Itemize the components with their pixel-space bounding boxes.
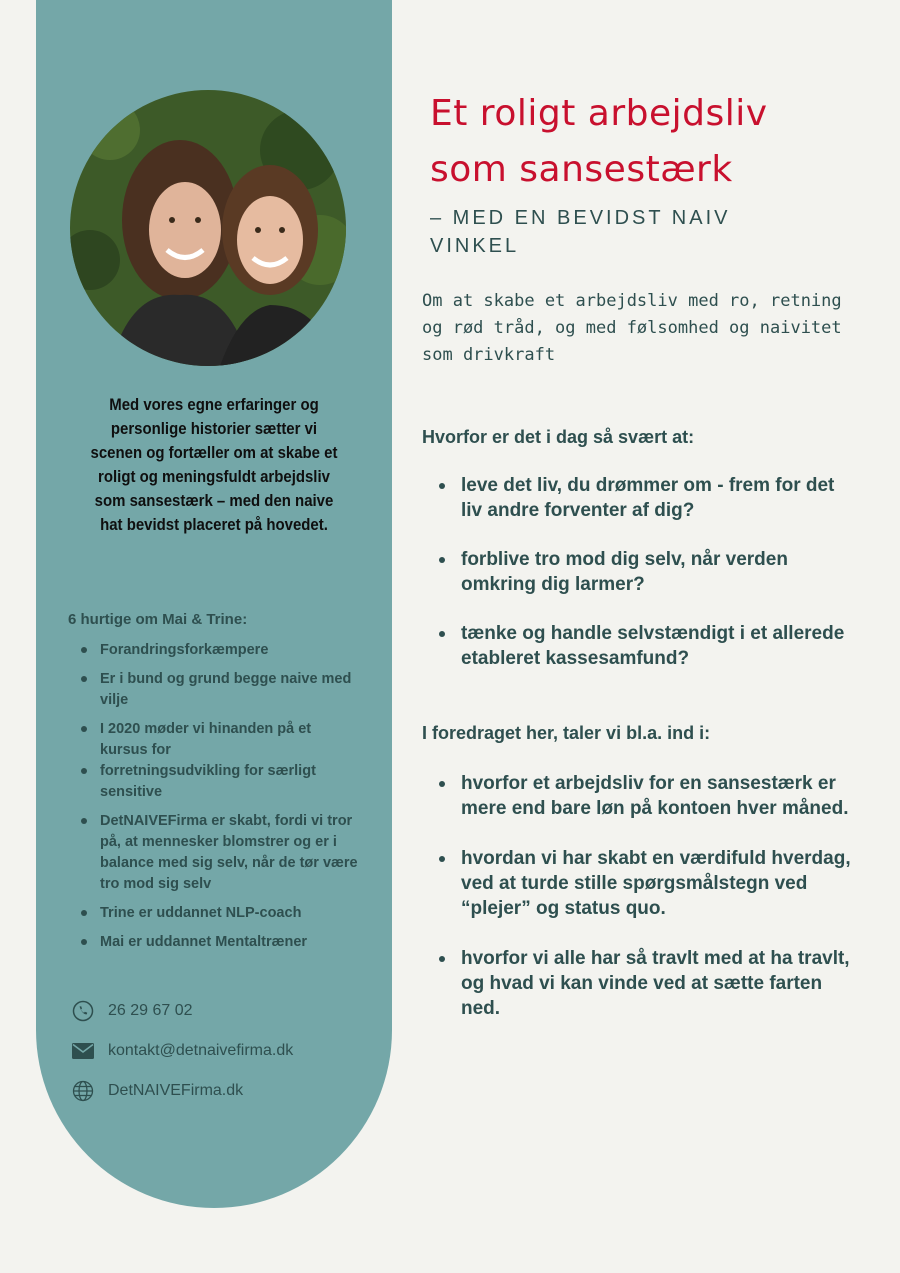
phone-icon [72,1000,94,1022]
topics-list [438,771,858,1021]
globe-icon [72,1080,94,1102]
phone-number: 26 29 67 02 [108,1002,193,1019]
list-item: hvorfor et arbejdsliv for en sansestærk er mere end bare løn på kontoen hver måned. [438,771,858,821]
list-item: hvordan vi har skabt en værdifuld hverdag, ved at turde stille spørgsmålstegn ved “plejer” og status quo. [438,846,858,921]
email-address: kontakt@detnaivefirma.dk [108,1042,294,1059]
list-item: forretningsudvikling for særligt sensitive [78,761,358,803]
title-line: Et roligt arbejdsliv [430,93,768,134]
title-line: som sansestærk [430,149,733,190]
mail-icon [72,1040,94,1062]
facts-list [78,640,358,961]
list-item: tænke og handle selvstændigt i et allerede etableret kassesamfund? [438,621,858,671]
list-item: hvorfor vi alle har så travlt med at ha travlt, og hvad vi kan vinde ved at sætte farten ned. [438,946,858,1021]
website-url: DetNAIVEFirma.dk [108,1082,244,1099]
list-item: DetNAIVEFirma er skabt, fordi vi tror på, at mennesker blomstrer og er i balance med sig selv, når de tør være tro mod sig selv [78,811,358,895]
portrait-photo [70,90,346,366]
contact-email[interactable] [72,1039,352,1063]
list-item: leve det liv, du drømmer om - frem for det liv andre forventer af dig? [438,473,858,523]
question-heading: Hvorfor er det i dag så svært at: [422,427,695,447]
topics-heading: I foredraget her, taler vi bl.a. ind i: [422,723,711,743]
question-list [438,473,858,671]
list-item: I 2020 møder vi hinanden på et kursus for [78,719,358,761]
list-item: forblive tro mod dig selv, når verden omkring dig larmer? [438,547,858,597]
intro-text: Med vores egne erfaringer og personlige historier sætter vi scenen og fortæller om at skabe et roligt og meningsfuldt arbejdsliv som sansestærk – med den naive hat bevidst placeret på hovedet. [90,395,338,534]
list-item: Trine er uddannet NLP-coach [78,903,358,924]
subtitle: – MED EN BEVIDST NAIV VINKEL [430,207,731,257]
contact-website[interactable] [72,1079,352,1103]
lead-text: Om at skabe et arbejdsliv med ro, retning og rød tråd, og med følsomhed og naivitet som drivkraft [422,291,842,365]
list-item: Mai er uddannet Mentaltræner [78,932,358,953]
contact-phone[interactable] [72,999,352,1023]
list-item: Forandringsforkæmpere [78,640,358,661]
facts-heading: 6 hurtige om Mai & Trine: [68,611,248,628]
page-title [430,86,870,198]
list-item: Er i bund og grund begge naive med vilje [78,669,358,711]
